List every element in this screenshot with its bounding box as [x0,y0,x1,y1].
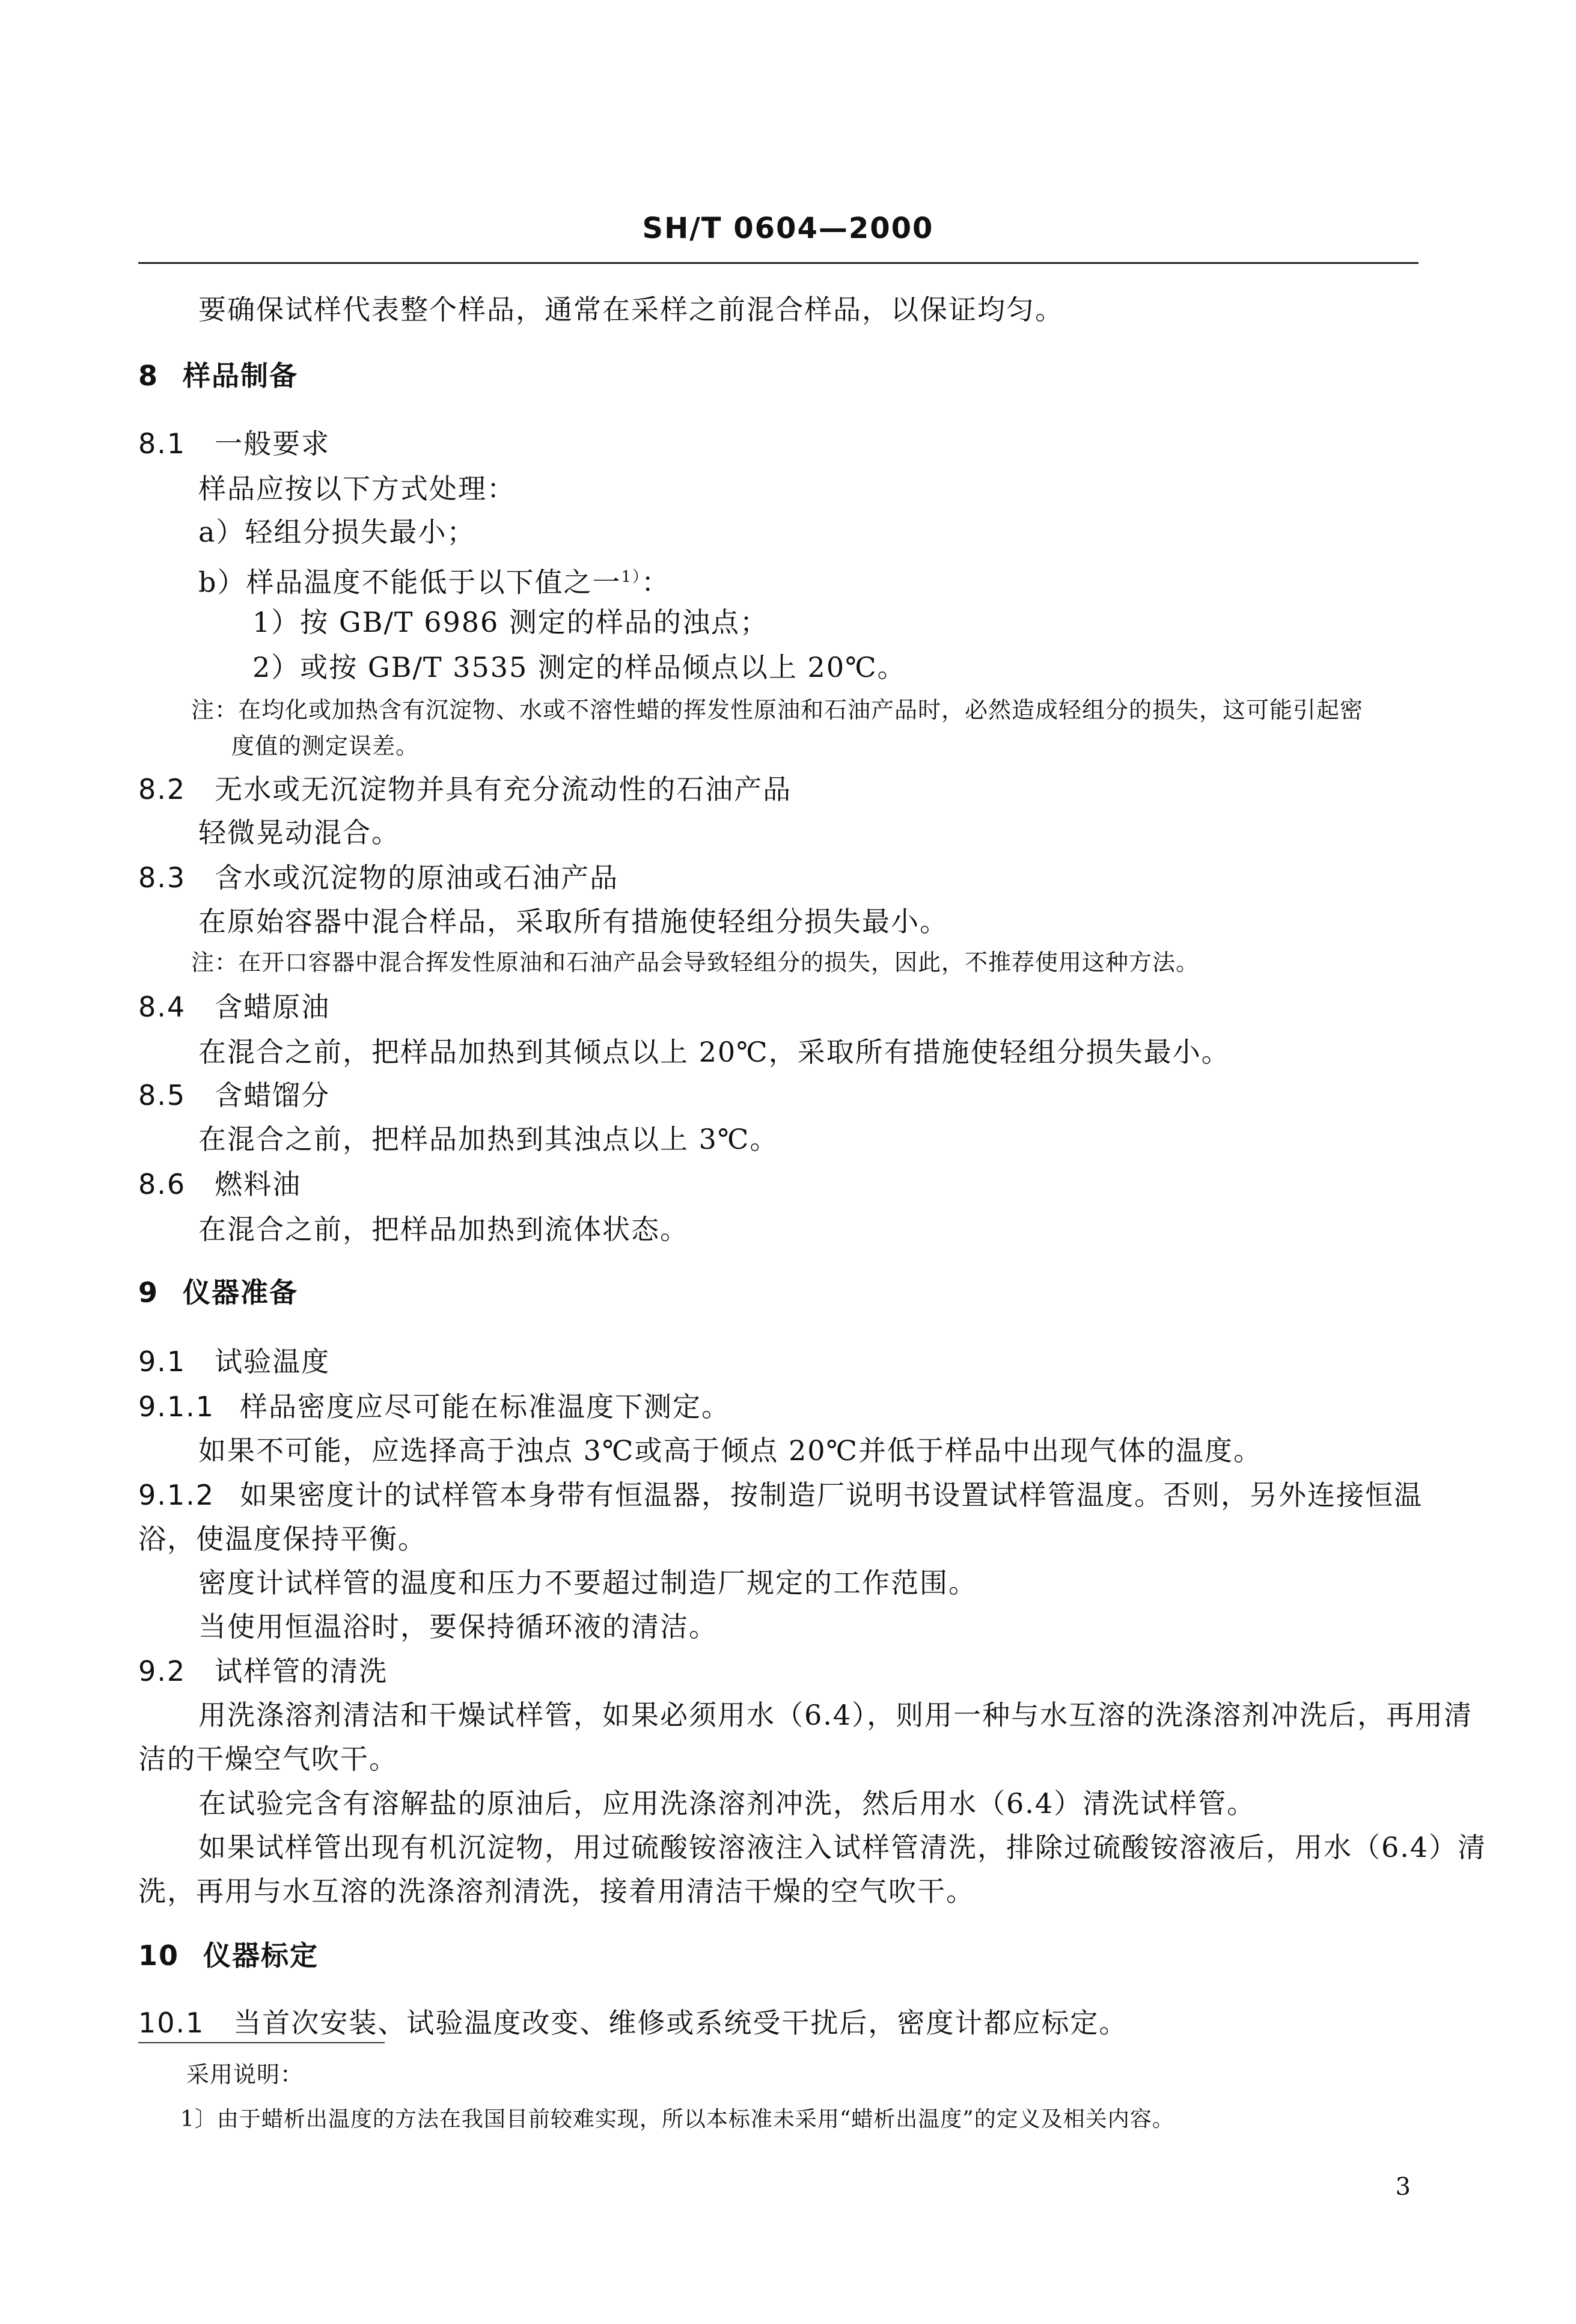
note-line: 度值的测定误差。 [231,733,420,759]
standard-code: SH/T 0604—2000 [642,212,934,245]
subsection-title: 燃料油 [215,1168,302,1200]
clause-number: 9.1.1 [138,1390,215,1423]
paragraph-line: 洗，再用与水互溶的洗涤溶剂清洗，接着用清洁干燥的空气吹干。 [138,1875,975,1907]
paragraph-line: 当使用恒温浴时，要保持循环液的清洁。 [198,1610,718,1643]
paragraph-line: 在试验完含有溶解盐的原油后，应用洗涤溶剂冲洗，然后用水（6.4）清洗试样管。 [198,1787,1256,1820]
note-line: 注：在开口容器中混合挥发性原油和石油产品会导致轻组分的损失，因此，不推荐使用这种方法。 [191,949,1200,976]
paragraph-line: 要确保试样代表整个样品，通常在采样之前混合样品，以保证均匀。 [198,293,1064,326]
subsection-title: 无水或无沉淀物并具有充分流动性的石油产品 [215,773,792,806]
subsection-title: 当首次安装、试验温度改变、维修或系统受干扰后，密度计都应标定。 [233,2007,1128,2039]
subsection-9-2 [138,1653,388,1689]
subsection-number: 8.2 [138,773,186,806]
section-title: 仪器准备 [183,1276,299,1309]
subsection-number: 8.5 [138,1079,186,1112]
sub-list-item: 1）按 GB/T 6986 测定的样品的浊点； [252,606,769,638]
page-number: 3 [1395,2173,1411,2201]
footnote-text: 1〕由于蜡析出温度的方法在我国目前较难实现，所以本标准未采用“蜡析出温度”的定义及相关内容。 [180,2107,1174,2132]
sub-list-item: 2）或按 GB/T 3535 测定的样品倾点以上 20℃。 [252,651,906,683]
subsection-10-1 [138,2005,1128,2041]
subsection-number: 8.1 [138,427,186,460]
section-number: 10 [138,1939,180,1972]
section-title: 样品制备 [183,359,299,392]
clause-9-1-1 [138,1389,730,1425]
paragraph-line: 在原始容器中混合样品，采取所有措施使轻组分损失最小。 [198,905,948,938]
section-heading-9 [138,1274,298,1310]
subsection-number: 8.6 [138,1168,186,1200]
paragraph-line: 用洗涤溶剂清洁和干燥试样管，如果必须用水（6.4），则用一种与水互溶的洗涤溶剂冲洗后，再用清 [198,1699,1473,1731]
paragraph-line: 样品应按以下方式处理： [198,472,516,505]
paragraph-line: 密度计试样管的温度和压力不要超过制造厂规定的工作范围。 [198,1567,977,1599]
clause-9-1-2 [138,1477,1423,1513]
paragraph-line: 在混合之前，把样品加热到其倾点以上 20℃，采取所有措施使轻组分损失最小。 [198,1036,1230,1068]
subsection-8-1 [138,426,330,462]
subsection-title: 试验温度 [215,1345,331,1378]
paragraph-line: 如果不可能，应选择高于浊点 3℃或高于倾点 20℃并低于样品中出现气体的温度。 [198,1434,1262,1467]
section-heading-10 [138,1937,319,1974]
note-line: 注：在均化或加热含有沉淀物、水或不溶性蜡的挥发性原油和石油产品时，必然造成轻组分的损失，这可能引起密 [191,697,1364,723]
subsection-8-4 [138,989,330,1025]
section-title: 仪器标定 [203,1939,319,1972]
subsection-number: 8.4 [138,991,186,1023]
paragraph-line: 在混合之前，把样品加热到流体状态。 [198,1213,689,1246]
section-heading-8 [138,358,298,394]
footnote-rule [138,2042,385,2043]
paragraph-line: 轻微晃动混合。 [198,816,400,849]
subsection-8-3 [138,860,618,896]
list-item-tail: ： [641,566,670,599]
subsection-8-2 [138,771,792,807]
section-number: 8 [138,359,159,392]
list-item-text: b）样品温度不能低于以下值之一 [198,566,622,599]
subsection-title: 含水或沉淀物的原油或石油产品 [215,861,619,894]
clause-number: 9.1.2 [138,1479,215,1511]
subsection-number: 8.3 [138,861,186,894]
footnote-title: 采用说明： [186,2061,304,2088]
list-item [198,559,670,600]
subsection-title: 一般要求 [215,427,331,460]
section-number: 9 [138,1276,159,1309]
clause-text: 样品密度应尽可能在标准温度下测定。 [240,1390,731,1423]
subsection-title: 含蜡馏分 [215,1079,331,1112]
header-rule [138,262,1419,264]
clause-text: 如果密度计的试样管本身带有恒温器，按制造厂说明书设置试样管温度。否则，另外连接恒温 [240,1479,1423,1511]
list-item: a）轻组分损失最小； [198,516,476,548]
subsection-8-5 [138,1077,330,1113]
subsection-number: 10.1 [138,2007,205,2039]
subsection-title: 含蜡原油 [215,991,331,1023]
subsection-8-6 [138,1166,301,1202]
subsection-9-1 [138,1344,330,1380]
subsection-title: 试样管的清洗 [215,1655,388,1687]
paragraph-line: 浴，使温度保持平衡。 [138,1523,427,1555]
footnote-ref: 1） [621,568,641,586]
subsection-number: 9.1 [138,1345,186,1378]
paragraph-line: 如果试样管出现有机沉淀物，用过硫酸铵溶液注入试样管清洗，排除过硫酸铵溶液后，用水（6.4）清 [198,1831,1487,1864]
paragraph-line: 洁的干燥空气吹干。 [138,1743,398,1775]
paragraph-line: 在混合之前，把样品加热到其浊点以上 3℃。 [198,1123,779,1155]
subsection-number: 9.2 [138,1655,186,1687]
